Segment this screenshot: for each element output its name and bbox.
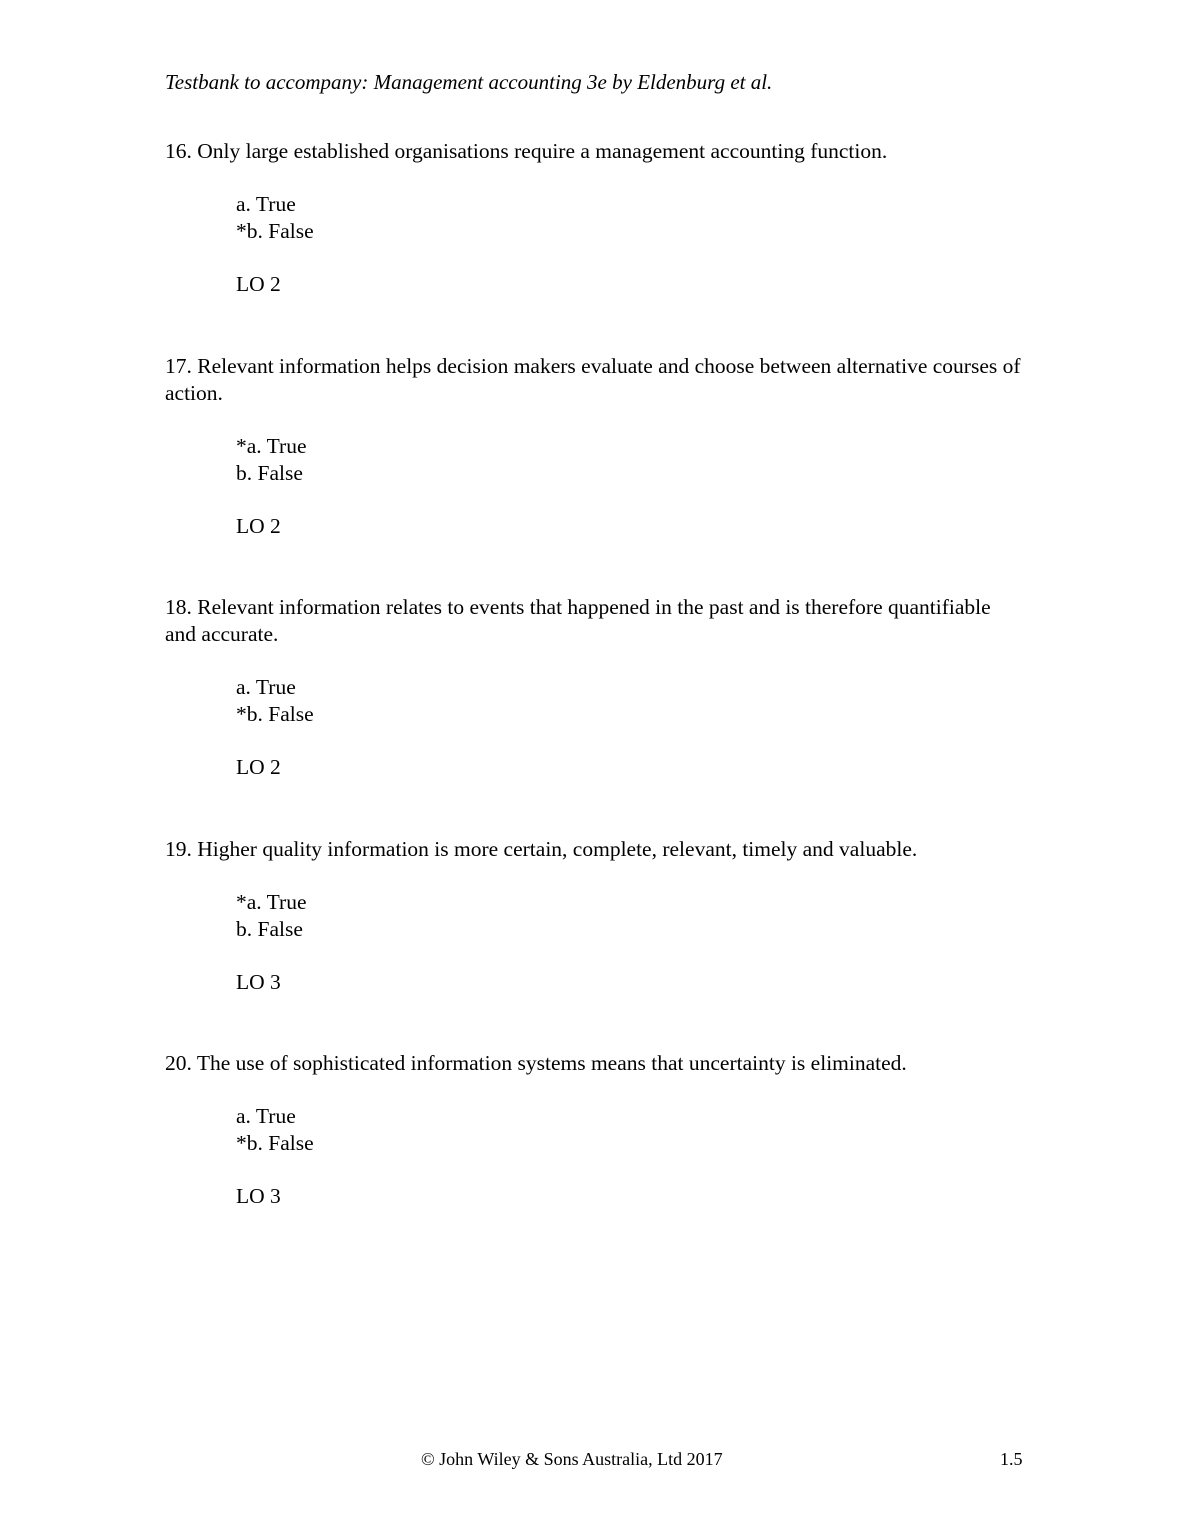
answer-option: a. True: [236, 675, 296, 699]
answer-options: [236, 674, 1025, 728]
question-20: [165, 1050, 1025, 1210]
answer-options: [236, 889, 1025, 943]
learning-objective: LO 2: [236, 514, 281, 538]
answer-option: *b. False: [236, 219, 314, 243]
question-18: [165, 594, 1025, 781]
learning-objective: LO 2: [236, 272, 281, 296]
question-text: 17. Relevant information helps decision makers evaluate and choose between alternative courses of action.: [165, 354, 1021, 405]
answer-option: *b. False: [236, 1131, 314, 1155]
answer-option: b. False: [236, 461, 303, 485]
question-16: [165, 138, 1025, 298]
answer-option: *a. True: [236, 434, 307, 458]
footer-page-number: 1.5: [1000, 1449, 1023, 1469]
learning-objective: LO 3: [236, 1184, 281, 1208]
question-text: 20. The use of sophisticated information systems means that uncertainty is eliminated.: [165, 1051, 907, 1075]
question-text: 19. Higher quality information is more certain, complete, relevant, timely and valuable.: [165, 837, 918, 861]
running-header: Testbank to accompany: Management accounting 3e by Eldenburg et al.: [165, 70, 773, 94]
answer-option: *a. True: [236, 890, 307, 914]
answer-options: [236, 191, 1025, 245]
answer-option: *b. False: [236, 702, 314, 726]
answer-option: a. True: [236, 192, 296, 216]
question-text: 18. Relevant information relates to events that happened in the past and is therefore quantifiable and accurate.: [165, 595, 991, 646]
question-19: [165, 836, 1025, 996]
question-text: 16. Only large established organisations require a management accounting function.: [165, 139, 888, 163]
answer-options: [236, 433, 1025, 487]
answer-options: [236, 1103, 1025, 1157]
answer-option: a. True: [236, 1104, 296, 1128]
learning-objective: LO 3: [236, 970, 281, 994]
question-17: [165, 353, 1025, 540]
answer-option: b. False: [236, 917, 303, 941]
footer-copyright: © John Wiley & Sons Australia, Ltd 2017: [421, 1449, 723, 1469]
learning-objective: LO 2: [236, 755, 281, 779]
